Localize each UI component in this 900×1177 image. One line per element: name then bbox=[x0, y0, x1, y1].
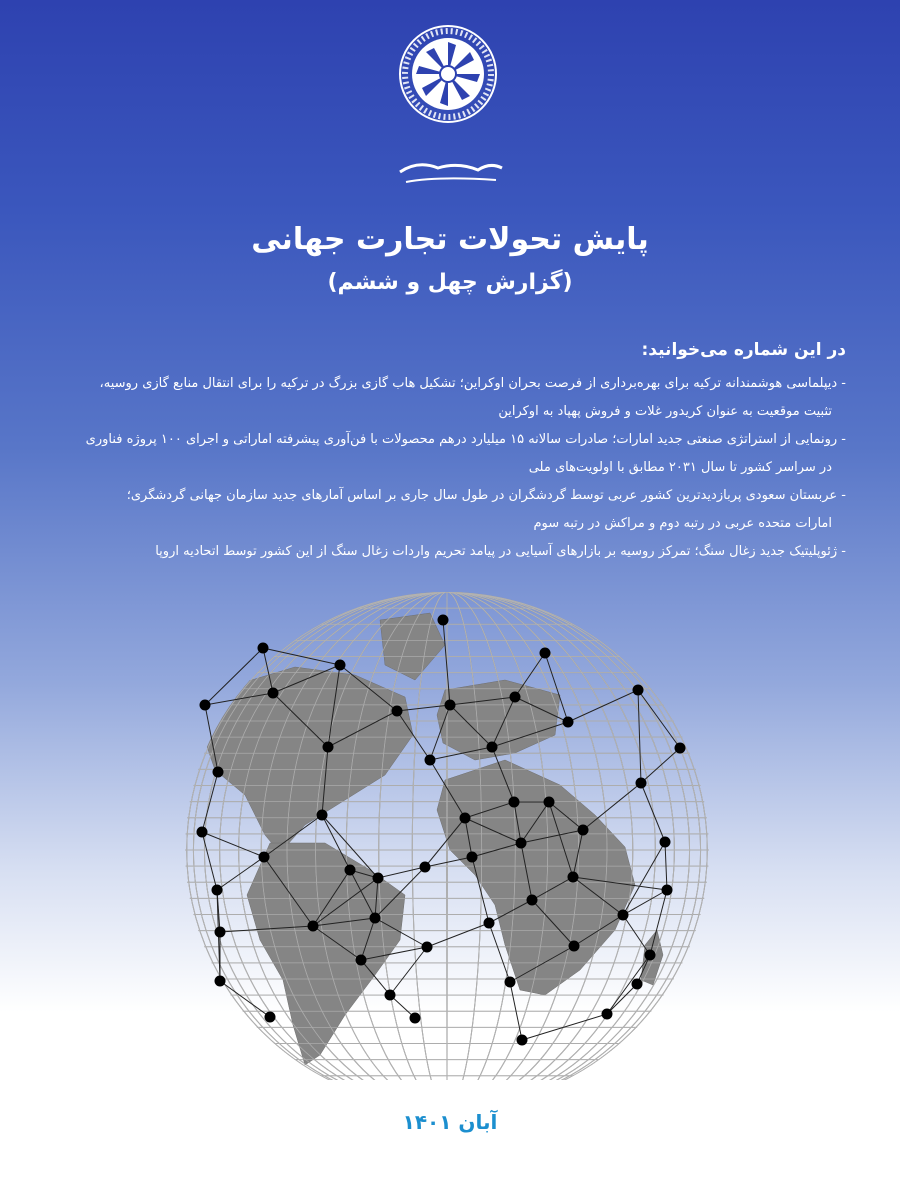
contents-item bbox=[46, 426, 846, 482]
network-node bbox=[392, 706, 403, 717]
network-node bbox=[505, 977, 516, 988]
contents-item-line: - دیپلماسی هوشمندانه ترکیه برای بهره‌برداری از فرصت بحران اوکراین؛ تشکیل هاب گازی بزرگ در ترکیه را برای انتقال منابع گازی روسیه، bbox=[99, 376, 846, 391]
network-node bbox=[356, 955, 367, 966]
network-node bbox=[197, 827, 208, 838]
network-node bbox=[345, 865, 356, 876]
contents-item-line: - ژئوپلیتیک جدید زغال سنگ؛ تمرکز روسیه بر بازارهای آسیایی در پیامد تحریم واردات زغال سنگ از این کشور توسط اتحادیه اروپا bbox=[155, 544, 846, 559]
contents-item-line: در سراسر کشور تا سال ۲۰۳۱ مطابق با اولویت‌های ملی bbox=[528, 460, 832, 475]
network-node bbox=[373, 873, 384, 884]
network-link bbox=[623, 915, 650, 955]
network-node bbox=[632, 979, 643, 990]
report-subtitle: (گزارش چهل و ششم) bbox=[327, 270, 573, 295]
network-node bbox=[510, 692, 521, 703]
network-link bbox=[390, 947, 427, 995]
network-node bbox=[662, 885, 673, 896]
contents-heading: در این شماره می‌خوانید: bbox=[641, 340, 846, 360]
network-node bbox=[422, 942, 433, 953]
network-link bbox=[568, 690, 638, 722]
network-node bbox=[215, 927, 226, 938]
network-node bbox=[385, 990, 396, 1001]
network-globe-illustration bbox=[175, 585, 720, 1080]
contents-item-line: تثبیت موقعیت به عنوان کریدور غلات و فروش پهپاد به اوکراین bbox=[498, 404, 832, 419]
network-node bbox=[215, 976, 226, 987]
network-node bbox=[636, 778, 647, 789]
network-node bbox=[370, 913, 381, 924]
network-node bbox=[563, 717, 574, 728]
chamber-emblem-icon bbox=[378, 12, 518, 212]
report-title: پایش تحولات تجارت جهانی bbox=[251, 222, 649, 257]
publication-date: آبان ۱۴۰۱ bbox=[402, 1110, 498, 1134]
network-node bbox=[317, 810, 328, 821]
network-globe-icon bbox=[175, 585, 720, 1080]
network-node bbox=[578, 825, 589, 836]
network-node bbox=[467, 852, 478, 863]
network-node bbox=[460, 813, 471, 824]
contents-item-line: امارات متحده عربی در رتبه دوم و مراکش در رتبه سوم bbox=[533, 516, 832, 531]
network-node bbox=[484, 918, 495, 929]
network-node bbox=[335, 660, 346, 671]
chamber-logo bbox=[378, 12, 518, 212]
network-node bbox=[200, 700, 211, 711]
contents-item-line: - عربستان سعودی پربازدیدترین کشور عربی توسط گردشگران در طول سال جاری بر اساس آمارهای جدید سازمان جهانی گردشگری؛ bbox=[126, 488, 846, 503]
network-link bbox=[378, 867, 425, 878]
network-node bbox=[420, 862, 431, 873]
network-node bbox=[410, 1013, 421, 1024]
contents-item bbox=[46, 538, 846, 566]
network-node bbox=[527, 895, 538, 906]
network-link bbox=[202, 832, 264, 857]
network-node bbox=[618, 910, 629, 921]
network-node bbox=[268, 688, 279, 699]
network-node bbox=[213, 767, 224, 778]
contents-item-line: - رونمایی از استراتژی صنعتی جدید امارات؛ صادرات سالانه ۱۵ میلیارد درهم محصولات با فن‌آوری پیشرفته اماراتی و اجرای ۱۰۰ پروژه فناوری bbox=[85, 432, 846, 447]
network-node bbox=[323, 742, 334, 753]
network-node bbox=[258, 643, 269, 654]
network-node bbox=[645, 950, 656, 961]
network-node bbox=[675, 743, 686, 754]
network-node bbox=[569, 941, 580, 952]
network-node bbox=[544, 797, 555, 808]
network-node bbox=[660, 837, 671, 848]
network-node bbox=[259, 852, 270, 863]
network-node bbox=[438, 615, 449, 626]
network-node bbox=[212, 885, 223, 896]
network-node bbox=[308, 921, 319, 932]
network-node bbox=[633, 685, 644, 696]
network-link bbox=[641, 783, 665, 842]
network-node bbox=[425, 755, 436, 766]
network-node bbox=[516, 838, 527, 849]
network-node bbox=[509, 797, 520, 808]
network-node bbox=[445, 700, 456, 711]
contents-list bbox=[46, 340, 846, 566]
network-node bbox=[265, 1012, 276, 1023]
network-node bbox=[517, 1035, 528, 1046]
network-link bbox=[583, 783, 641, 830]
network-node bbox=[568, 872, 579, 883]
contents-item bbox=[46, 370, 846, 426]
network-node bbox=[602, 1009, 613, 1020]
contents-item bbox=[46, 482, 846, 538]
network-link bbox=[638, 690, 680, 748]
network-node bbox=[540, 648, 551, 659]
network-node bbox=[487, 742, 498, 753]
